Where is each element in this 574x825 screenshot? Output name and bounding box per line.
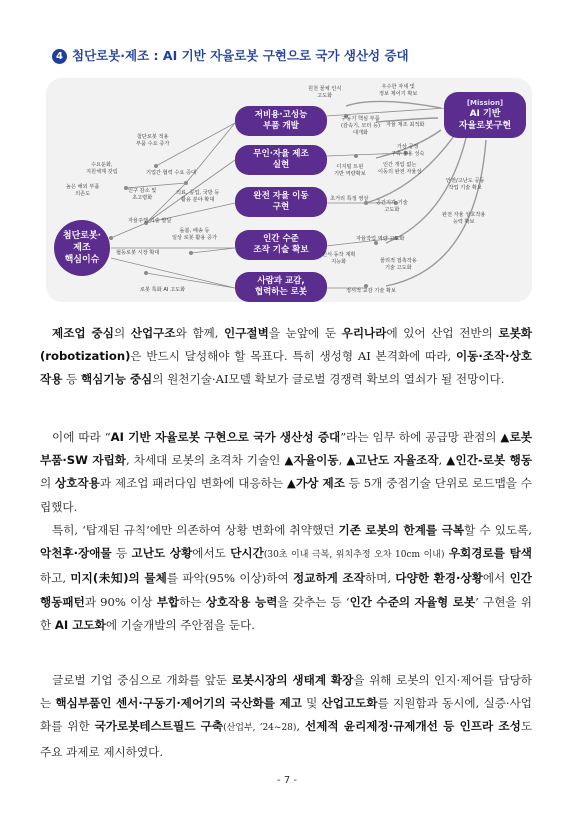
body-text: 를 파악(95% 이상)하여 <box>166 571 294 586</box>
label-parts-demand: 첨단로봇 적용 부품 수요 증가 <box>136 134 170 147</box>
roadmap-diagram <box>46 78 532 302</box>
body-text: 글로벌 기업 중심으로 개화를 앞둔 <box>52 673 232 687</box>
body-text: 에서도 <box>192 546 231 561</box>
body-text: 을 갖추는 등 ‘ <box>277 594 350 609</box>
body-text: 이에 따라 “ <box>52 430 111 444</box>
body-text: 과 90% 이상 <box>84 594 157 609</box>
mission-line2: 자율로봇구현 <box>458 121 512 131</box>
label-spatial-perception: 공간지각 기술 고도화 <box>376 200 408 213</box>
body-text: , 차세대 로봇의 초격차 기술인 <box>125 453 285 468</box>
emphasis-text: 상호작용 능력 <box>205 594 278 609</box>
body-text: 와 함께, <box>175 326 225 340</box>
emphasis-text: 로봇시장의 생태계 확장 <box>231 673 354 687</box>
body-text: 과 제조업 패러다임 변화에 대응하는 <box>99 476 287 491</box>
body-text: 의 원천기술·AI모델 확보가 글로벌 경쟁력 확보의 열쇠가 될 전망이다. <box>152 372 505 387</box>
label-full-autonomy: 인간 개입 없는 이동의 완전 자율성 <box>378 162 422 175</box>
label-object-recognition: 원천 물체 인식 고도화 <box>308 86 342 99</box>
body-text: , <box>338 453 347 468</box>
emphasis-text: ▲인간-로봇 행동 <box>446 453 532 468</box>
node-human-robot-interaction: 사람과 교감, 협력하는 로봇 <box>235 272 327 302</box>
emphasis-text: AI 고도화 <box>54 617 106 632</box>
paragraph-2 <box>40 426 532 519</box>
label-controller: 우수한 자세 및 정보 제어기 확보 <box>379 84 418 97</box>
emphasis-text: 선제적 윤리제정·규제개선 등 인프라 조성 <box>305 719 521 734</box>
paragraph-4 <box>40 669 532 764</box>
label-motion-planning: 인식·동작 계획 지능화 <box>322 252 356 265</box>
node-human-level-manipulation: 인간 수준 조작 기술 확보 <box>235 230 327 260</box>
section-number-badge: 4 <box>52 49 67 64</box>
emphasis-text: 부합 <box>156 594 180 609</box>
body-text: 에 기술개발의 주안점을 둔다. <box>105 617 255 632</box>
body-text: , <box>296 719 306 734</box>
emphasis-text: 인구절벽 <box>224 326 269 340</box>
body-text: 에서 <box>482 571 510 586</box>
mission-tag: [Mission] <box>466 99 504 107</box>
label-virtual-process: 가상 공정 구축·운용 성숙 <box>391 144 425 157</box>
page-number: - 7 - <box>277 775 297 786</box>
body-text: ”라는 임무 하에 공급망 관점의 <box>340 430 501 444</box>
section-heading <box>52 46 409 64</box>
emphasis-text: 국가로봇테스트필드 구축 <box>94 719 224 734</box>
body-text: 및 <box>301 696 322 711</box>
emphasis-text: 다양한 환경·상황 <box>395 571 483 586</box>
body-text: 를 지원함과 동시에, 실증·사업화를 위한 <box>40 696 532 734</box>
body-text: , <box>438 453 447 468</box>
body-text: ’ 구현을 위한 <box>40 594 532 632</box>
emphasis-text: ▲자율이동 <box>284 453 339 468</box>
label-demand-slowdown: 수요둔화, 지원체계 갖림 <box>86 162 118 175</box>
label-autonomous-driving: 자율주행 기술 발달 <box>128 218 172 224</box>
paragraph-3 <box>40 519 532 637</box>
label-actuator-parts: 구동기 핵심 부품 (감속기, 모터 등) 대개화 <box>341 116 381 136</box>
emphasis-text: 제조업 중심 <box>52 326 114 340</box>
emphasis-text: 인간 수준의 자율형 로봇 <box>349 594 476 609</box>
emphasis-text: 미지(未知)의 물체 <box>70 571 167 586</box>
label-collab-work: 안전/고난도 공동 작업 기술 확보 <box>446 178 485 191</box>
emphasis-text: 단시간 <box>230 546 264 561</box>
label-manufacturing-opt: 자율 제조 최적화 <box>386 122 425 128</box>
emphasis-text: 악천후·장애물 <box>40 546 112 561</box>
body-text: 하고, <box>40 571 71 586</box>
emphasis-text: 상호작용 <box>55 476 100 491</box>
body-text: 의 <box>113 326 131 340</box>
emphasis-text: 정교하게 조작 <box>293 571 365 586</box>
emphasis-text: ▲로봇 부품·SW 자립화 <box>40 430 532 468</box>
label-robot-ai: 로봇 특화 AI 고도화 <box>140 287 186 293</box>
node-autonomous-mobility: 완전 자율 이동 구현 <box>235 187 327 217</box>
section-title: 첨단로봇·제조 : AI 기반 자율로봇 구현으로 국가 생산성 증대 <box>72 48 409 63</box>
body-text: 에 있어 산업 전반의 <box>386 326 499 340</box>
label-emotional-tech: 정서적 교감 기술 확보 <box>346 288 397 294</box>
emphasis-text: 기존 로봇의 한계를 극복 <box>338 523 464 537</box>
node-low-cost-parts: 저비용·고성능 부품 개발 <box>235 106 327 136</box>
label-digital-twin: 디지털 트윈 기반 역량확보 <box>334 164 366 177</box>
body-text: 을 위해 로봇의 인지·제어를 담당하는 <box>40 673 532 711</box>
emphasis-text: 고난도 상황 <box>131 546 193 561</box>
emphasis-text: 핵심기능 중심 <box>80 372 153 387</box>
label-physical-contact: 물리적 접촉작용 기술 고도화 <box>380 258 417 271</box>
emphasis-text: 우리나라 <box>341 326 387 340</box>
label-daily-robots: 돌봄, 배송 등 일상 로봇 활용 증가 <box>172 228 218 241</box>
mission-box <box>444 92 526 138</box>
label-application-expansion: 의료, 공업, 국방 등 활용 분야 확대 <box>176 190 220 203</box>
emphasis-text: ▲고난도 자율조작 <box>346 453 439 468</box>
emphasis-text: 우회경로를 탐색 <box>448 546 532 561</box>
label-full-interaction: 완전 자율 상호작용 능력 확보 <box>442 212 486 225</box>
label-foreign-parts: 높은 해외 부품 의존도 <box>66 184 100 197</box>
emphasis-text: 로봇화(robotization) <box>40 326 533 364</box>
body-text: 하는 <box>179 594 206 609</box>
label-cooperation-demand: 기업간 협력 수요 증대 <box>146 170 197 176</box>
label-autonomous-work: 자율작업 역량 고도화 <box>356 236 405 242</box>
body-text: 을 눈앞에 둔 <box>268 326 342 340</box>
body-text: 도 주요 과제로 제시하였다. <box>40 719 533 759</box>
body-text: 은 반드시 달성해야 할 목표다. 특히 생성형 AI 본격화에 따라, <box>130 349 456 364</box>
node-autonomous-manufacturing: 무인·자율 제조 실현 <box>235 145 327 175</box>
emphasis-text: 인간 행동패턴 <box>40 571 532 609</box>
body-text: 등 5개 중점기술 단위로 로드맵을 수립했다. <box>40 476 532 514</box>
emphasis-text: AI 기반 자율로봇 구현으로 국가 생산성 증대 <box>110 430 341 444</box>
label-population-decline: 인구 감소 및 초고령화 <box>128 188 157 201</box>
body-text: 할 수 있도록, <box>464 523 532 537</box>
mission-line1: AI 기반 <box>469 109 501 119</box>
label-long-range: 초거리 특정 영상 <box>330 196 369 202</box>
emphasis-text: 산업고도화 <box>321 696 378 711</box>
body-text: 의 <box>40 476 56 491</box>
body-text: (30초 이내 극복, 위치추정 오차 10cm 이내) <box>263 550 445 561</box>
emphasis-text: 핵심부품인 센서·구동기·제어기의 국산화를 제고 <box>55 696 302 711</box>
body-text: 등 <box>111 546 132 561</box>
body-text: (산업부, ’24~28) <box>223 723 297 734</box>
paragraph-1 <box>40 322 532 392</box>
emphasis-text: ▲가상 제조 <box>286 476 345 491</box>
body-text: 하며, <box>364 571 396 586</box>
body-text: 등 <box>62 372 81 387</box>
label-cobot-market: 협동로봇 시장 확대 <box>116 250 160 256</box>
body-text: 특히, ‘탑재된 규칙’에만 의존하여 상황 변화에 취약했던 <box>52 523 339 537</box>
emphasis-text: 이동·조작·상호작용 <box>40 349 532 387</box>
core-issue-circle: 첨단로봇· 제조 핵심이슈 <box>54 220 110 276</box>
emphasis-text: 산업구조 <box>130 326 176 340</box>
